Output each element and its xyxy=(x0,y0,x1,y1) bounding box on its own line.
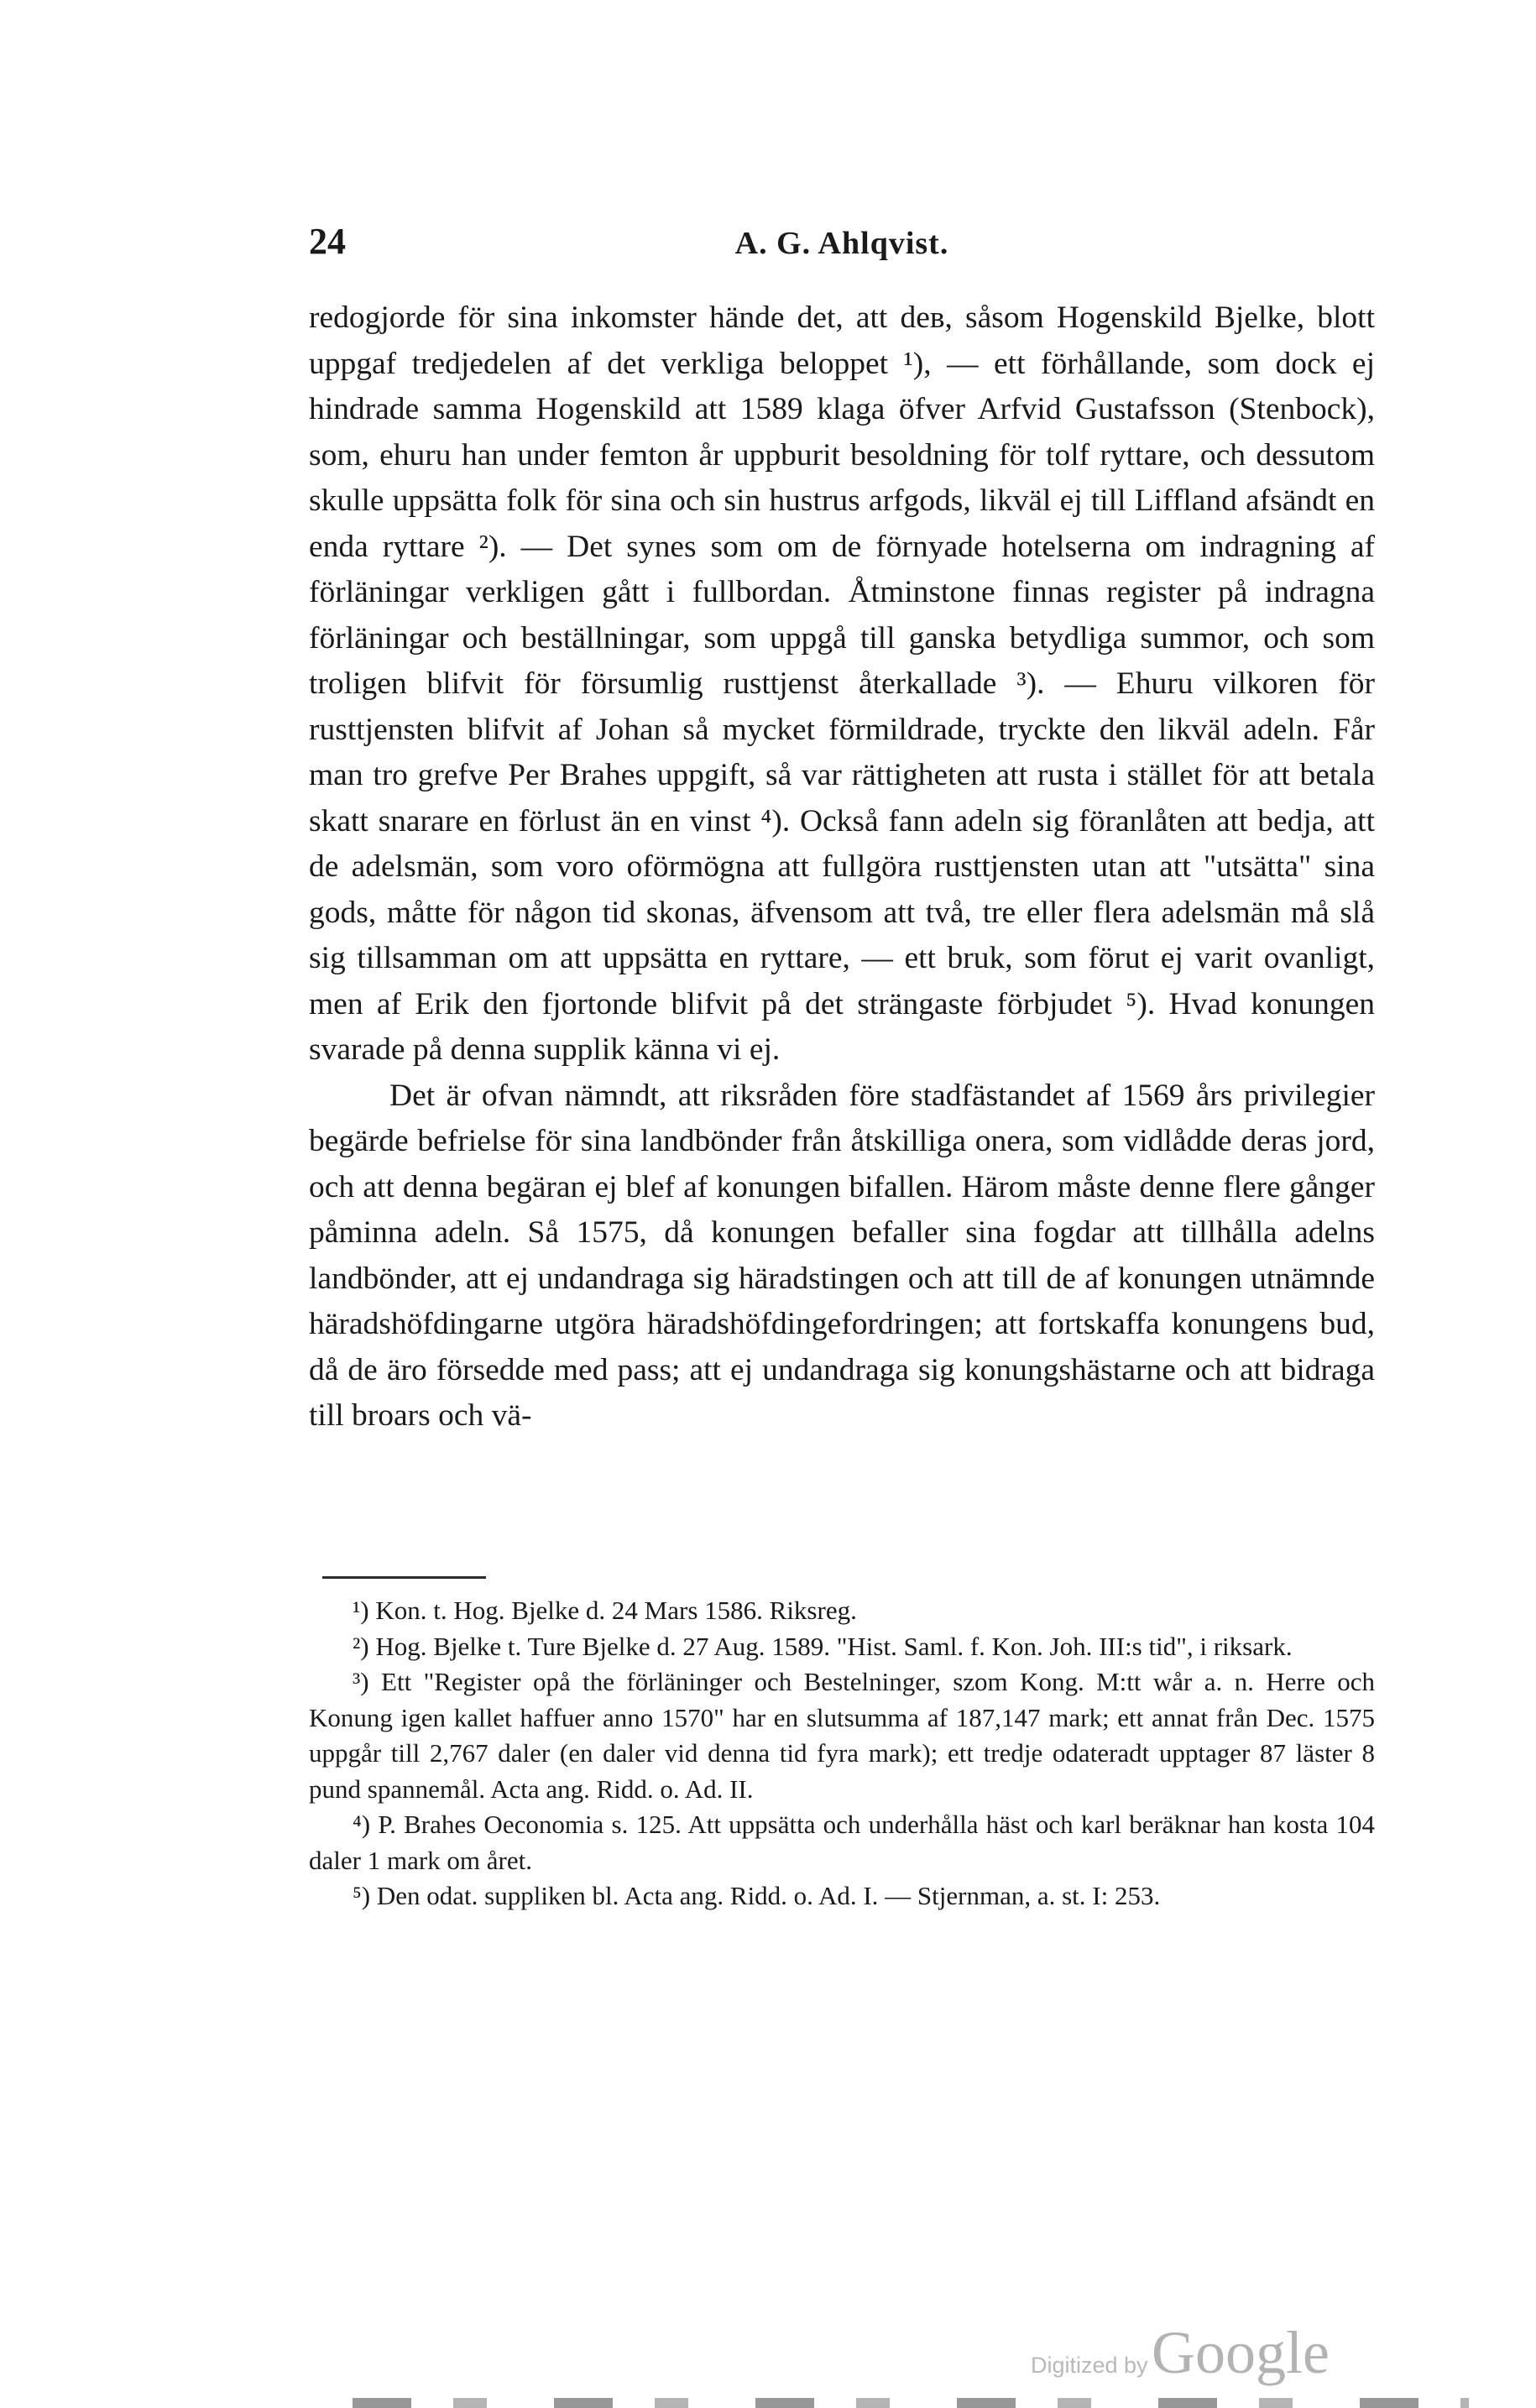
running-title: A. G. Ahlqvist. xyxy=(734,226,949,261)
footnote-divider xyxy=(322,1576,486,1579)
footnote-marker: ¹) xyxy=(353,1596,369,1625)
paragraph: redogjorde för sina inkomster hände det, att deв, såsom Hogenskild Bjelke, blott uppgaf tredjedelen af det verkliga beloppet ¹), — ett förhållande, som dock ej hindrade samma Hogenskild att 1589 klaga öfver Arfvid Gustafsson (Stenbock), som, ehuru han under femton år uppburit besoldning för tolf ryttare, och dessutom skulle uppsätta folk för sina och sin hustrus arfgods, likväl ej till Liffland afsändt en enda ryttare ²). — Det synes som om de förnyade hotelserna om indragning af förläningar verkligen gått i fullbordan. Åtminstone finnas register på indragna förläningar och beställningar, som uppgå till ganska betydliga summor, och som troligen blifvit för försumlig rusttjenst återkallade ³). — Ehuru vilkoren för rusttjensten blifvit af Johan så mycket förmildrade, tryckte den likväl adeln. Får man tro grefve Per Brahes uppgift, så var rättigheten att rusta i stället för att betala skatt snarare en förlust än en vinst ⁴). Också fann adeln sig föranlåten att bedja, att de adelsmän, som voro oförmögna att fullgöra rusttjensten utan att "utsätta" sina gods, måtte för någon tid skonas, äfvensom att två, tre eller flera adelsmän må slå sig tillsamman om att uppsätta en ryttare, — ett bruk, som förut ej varit ovanligt, men af Erik den fjortonde blifvit på det strängaste förbjudet ⁵). Hvad konungen svarade på denna supplik känna vi ej. xyxy=(309,300,1375,1067)
footnote-marker: ³) xyxy=(353,1667,369,1696)
footnote-text: Den odat. suppliken bl. Acta ang. Ridd. o. Ad. I. — Stjernman, a. st. I: 253. xyxy=(376,1881,1161,1910)
footnotes xyxy=(309,1593,1375,1914)
watermark-brand: Google xyxy=(1152,2319,1330,2386)
digitization-watermark xyxy=(1031,2318,1330,2388)
footnote xyxy=(309,1629,1375,1665)
footnote xyxy=(309,1807,1375,1878)
scan-edge-artifact xyxy=(353,2398,1469,2408)
page-number: 24 xyxy=(309,221,346,262)
footnote-marker: ⁵) xyxy=(353,1881,371,1910)
body-text xyxy=(309,295,1375,1439)
footnote xyxy=(309,1878,1375,1914)
footnote xyxy=(309,1664,1375,1807)
footnote xyxy=(309,1593,1375,1629)
footnote-marker: ²) xyxy=(353,1631,369,1661)
footnote-text: Hog. Bjelke t. Ture Bjelke d. 27 Aug. 1589. "Hist. Saml. f. Kon. Joh. III:s tid", i riksark. xyxy=(375,1631,1293,1661)
page-header xyxy=(309,220,1375,270)
footnote-marker: ⁴) xyxy=(353,1810,371,1839)
footnote-text: P. Brahes Oeconomia s. 125. Att uppsätta och underhålla häst och karl beräknar han kosta 104 daler 1 mark om året. xyxy=(309,1810,1375,1875)
footnote-text: Ett "Register opå the förläninger och Bestelninger, szom Kong. M:tt wår a. n. Herre och Konung igen kallet haffuer anno 1570" har en slutsumma af 187,147 mark; ett annat från Dec. 1575 uppgår till 2,767 daler (en daler vid denna tid fyra mark); ett tredje odateradt upptager 87 läster 8 pund spannemål. Acta ang. Ridd. o. Ad. II. xyxy=(309,1667,1376,1804)
paragraph: Det är ofvan nämndt, att riksråden före stadfästandet af 1569 års privilegier begärde befrielse för sina landbönder från åtskilliga onera, som vidlådde deras jord, och att denna begäran ej blef af konungen bifallen. Härom måste denne flere gånger påminna adeln. Så 1575, då konungen befaller sina fogdar att tillhålla adelns landbönder, att ej undandraga sig häradstingen och att till de af konungen utnämnde häradshöfdingarne utgöra häradshöfdingefordringen; att fortskaffa konungens bud, då de äro försedde med pass; att ej undandraga sig konungshästarne och att bidraga till broars och vä- xyxy=(309,1078,1375,1433)
watermark-prefix: Digitized by xyxy=(1031,2353,1148,2378)
footnote-text: Kon. t. Hog. Bjelke d. 24 Mars 1586. Riksreg. xyxy=(375,1596,857,1625)
